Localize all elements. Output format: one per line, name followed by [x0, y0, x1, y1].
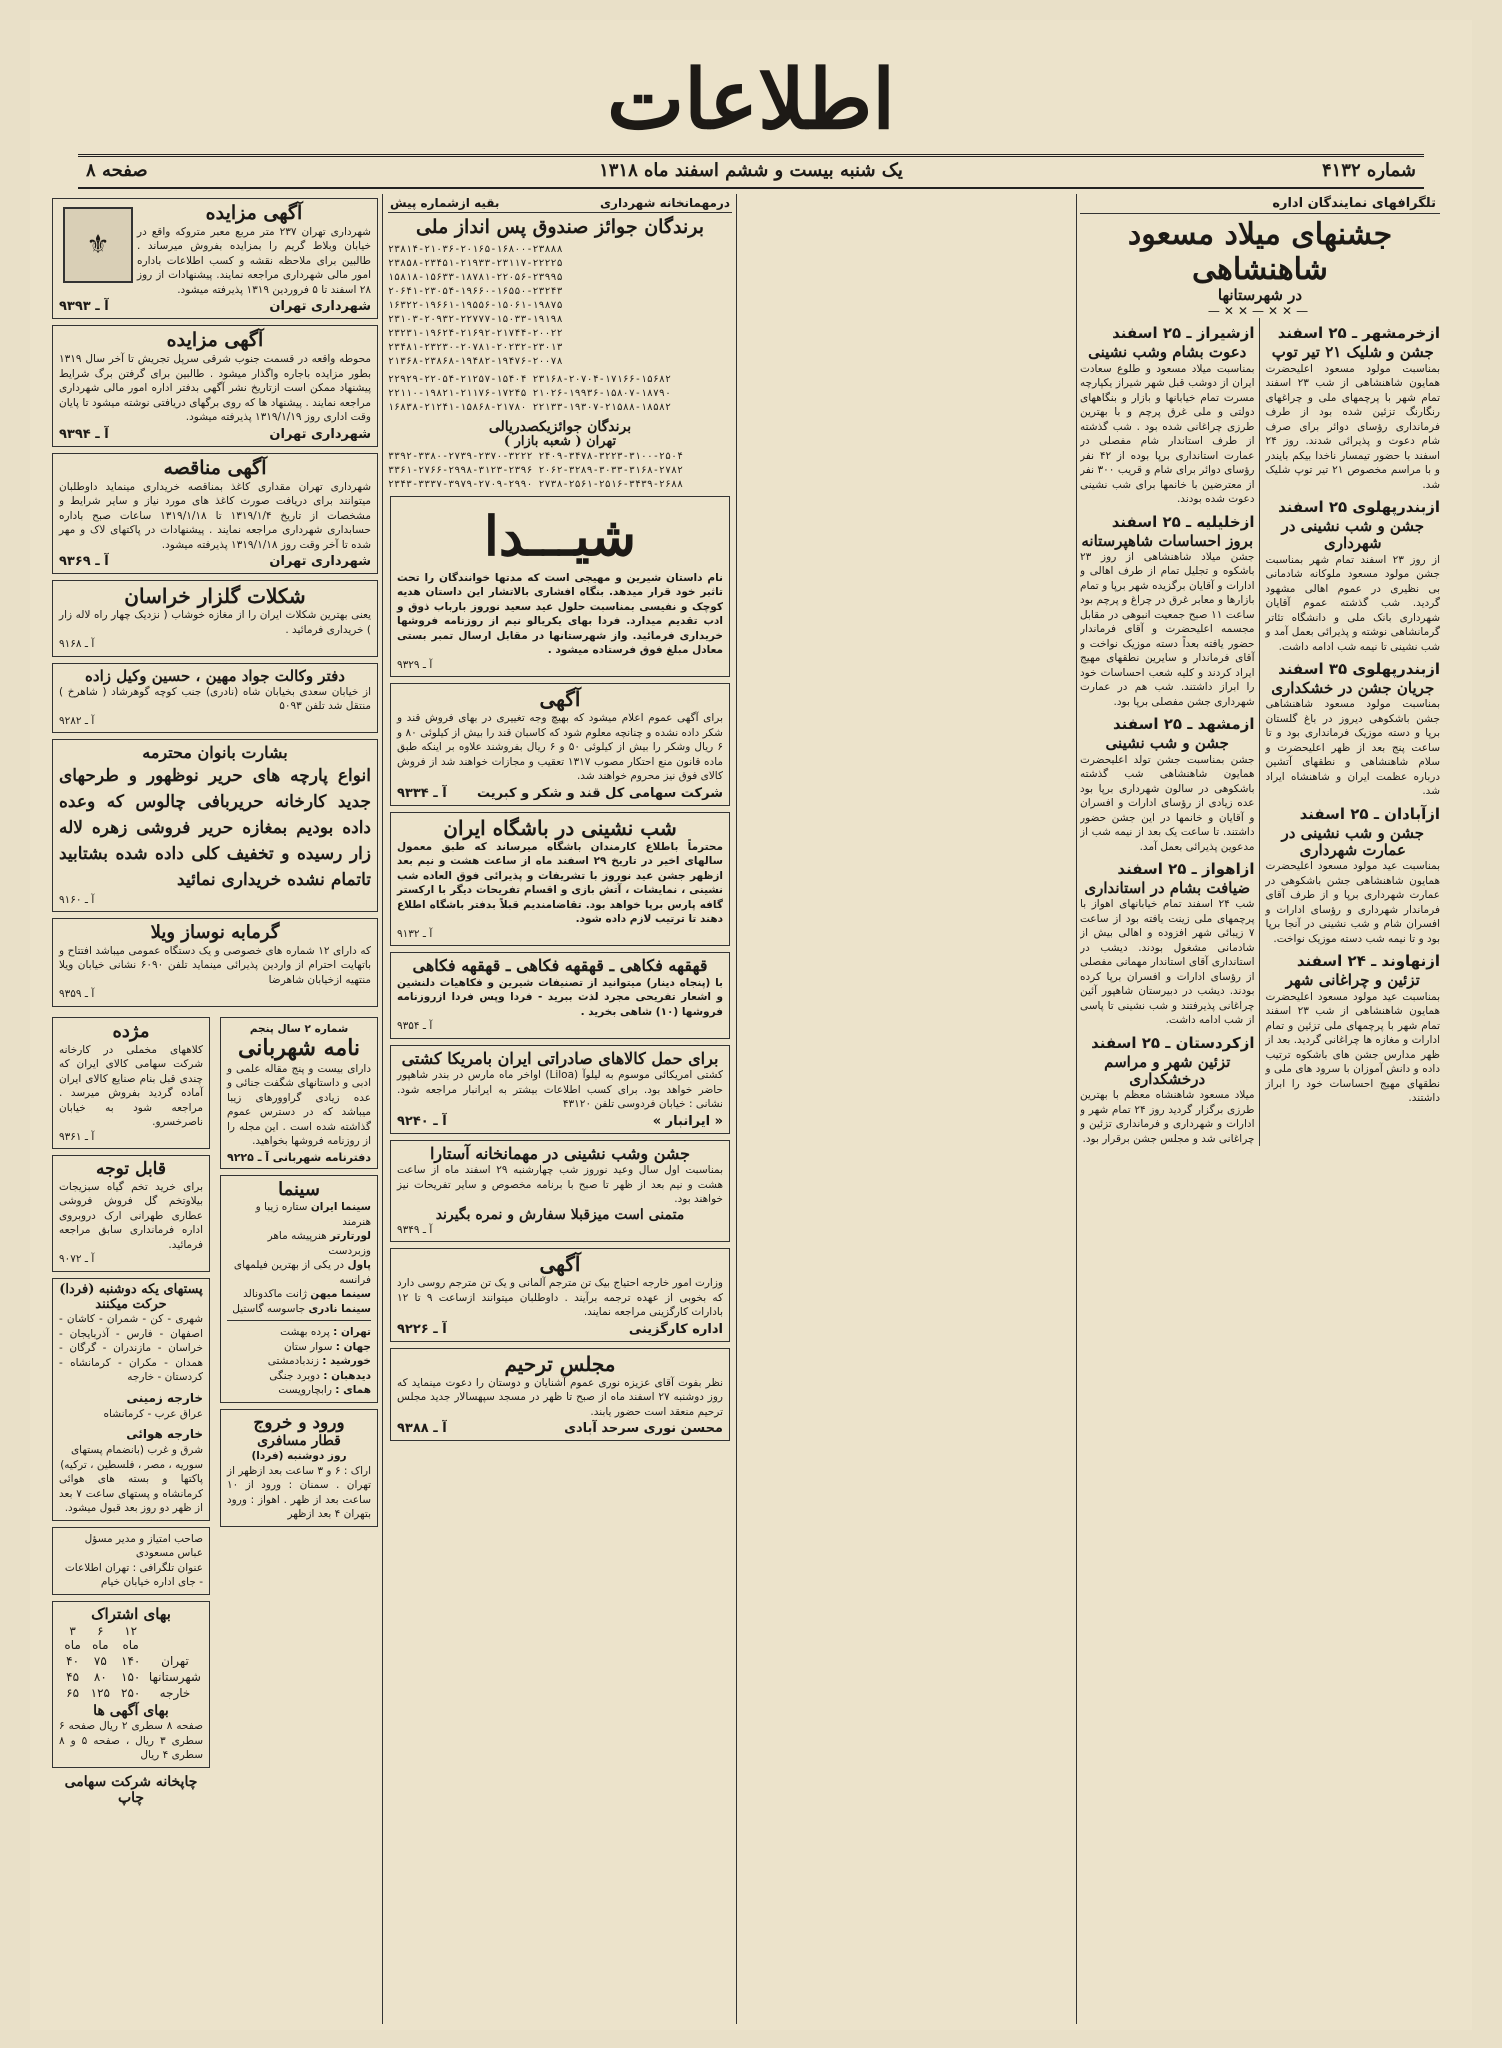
ad-code: آ ـ ۹۳۵۴	[397, 1020, 433, 1033]
dateline: ازبندرپهلوی ۳۵ اسفند	[1278, 660, 1440, 678]
ad-heading: آگهی مزایده	[205, 202, 303, 224]
ad-heading: مجلس ترحیم	[504, 1351, 616, 1376]
cinema-name: خورشید :	[322, 1355, 371, 1368]
post-schedule	[52, 1278, 210, 1521]
ad-code: آ ـ ۹۲۲۵	[227, 1150, 270, 1164]
lottery-left-label: بقیه ازشماره پیش	[390, 196, 500, 210]
printer-credit: چاپخانه شرکت سهامی چاپ	[64, 1773, 198, 1806]
ad-text: بمناسبت اول سال وعید نوروز شب چهارشنبه ۲۹ اسفند ماه از ساعت هشت و نیم بعد از ظهر تا صبح با برنامه مخصوص و سایر تفریحات نیز خواهند بود.	[397, 1164, 723, 1206]
ad-signature: شهرداری تهران	[269, 426, 371, 442]
ad-subheading: شماره ۲ سال پنجم	[249, 1022, 349, 1035]
table-row	[59, 1669, 203, 1685]
cinema-listings	[220, 1175, 378, 1403]
divider	[227, 1320, 371, 1321]
table-cell: ۱۴۰	[121, 1654, 141, 1669]
table-header: ۳ ماه	[64, 1624, 81, 1653]
ad-signature-row	[59, 554, 371, 569]
ad-signature: دفترنامه شهربانی	[272, 1150, 371, 1164]
cinema-program-row	[227, 1325, 371, 1340]
ad-heading: آگهی	[539, 687, 581, 712]
table-cell: ۷۵	[93, 1654, 107, 1669]
ornament-divider: —✕✕—✕✕—	[1207, 304, 1313, 319]
story-body: از روز ۲۳ اسفند تمام شهر بمناسبت جشن مولود مسعود ملوکانه شادمانی بی نظیری در عموم اهالی مشهود گردید. شب گذشته عموم آقایان شهرداری بانک ملی و دانشگاه تئاتر گرمانشاهی نوشته و پذیرائی بعمل آمد و شب نشینی تا نیمه شب ادامه داشت.	[1265, 553, 1440, 653]
ad-heading: شب نشینی در باشگاه ایران	[443, 815, 677, 840]
ad-heading: نامه شهربانی	[237, 1035, 361, 1062]
ad-law-office	[52, 663, 378, 734]
ad-sugar-notice	[390, 683, 730, 806]
column-rule	[382, 194, 383, 2024]
dateline: ازآبادان ـ ۲۵ اسفند	[1299, 804, 1440, 823]
table-cell: خارجه	[159, 1686, 191, 1701]
lottery-numbers-large: ۲۳۸۱۴-۲۱۰۳۶-۲۰۱۶۵-۱۶۸۰۰-۲۳۸۸۸ ۲۳۸۵۸-۲۳۴۵۱-۲۱۹۳۳-۲۳۱۱۷-۲۲۲۲۵ ۱۵۸۱۸-۱۵۶۳۳-۱۸۷۸۱-۲۲۰۵۶-۲۳۹۹۵ ۲۰۶۴۱-۲۳۰۵۴-۱۹۶۶۰-۱۶۵۵۰-۲۳۲۴۳ ۱۶۳۲۲-۱۹۶۶۱-۱۹۵۵۶-۱۵۰۶۱-۱۹۸۷۵ ۲۳۱۰۳-۲۰۹۳۲-۲۲۷۷۷-۱۵۰۳۳-۱۹۱۹۸ ۲۳۲۳۱-۱۹۶۲۴-۲۱۶۹۲-۲۱۷۴۴-۲۰۰۲۲ ۲۳۴۸۱-۲۳۲۳۰-۲۰۷۸۱-۲۰۲۳۲-۲۳۰۱۳ ۲۱۳۶۸-۲۳۸۶۸-۱۹۴۸۲-۱۹۴۷۶-۲۰۰۷۸	[388, 243, 563, 367]
train-day: روز دوشنبه (فردا)	[251, 1450, 347, 1463]
story-body: بمناسبت عید مولود مسعود اعلیحضرت همایون شاهنشاهی از شب ۲۳ اسفند تمام شهر با پرچمهای ملی تزئین و تمام ادارات و مغازه ها چراغانی گردید. بعد از ظهر مدارس جشن های باشکوه ترتیب داده و دانش آموزان با سرود های ملی و نطقهای مهیج احساسات خود را ابراز داشتند.	[1265, 990, 1440, 1104]
ad-shida-title: شیـــدا	[483, 503, 637, 568]
ad-heading: بشارت بانوان محترمه	[142, 743, 288, 763]
story-heading: دعوت بشام وشب نشینی	[1088, 343, 1247, 362]
story-body: شب ۲۴ اسفند تمام خیابانهای اهواز با پرچمهای ملی زینت یافته بود از ساعت ۷ زیبائی شهر افزوده و اهالی بیش از شادمانی مشغول بودند. دیشب در استانداری آقای استاندار مهمانی مفصلی از رؤسای ادارات و افسران برپا کرده بودند. دیشب در دبیرستان شاهپور آئین چراغانی پذیرفتند و شب نشینی تا پاسی از شب ادامه داشت.	[1080, 898, 1255, 1027]
cinema-row	[227, 1302, 371, 1317]
ad-signature: شهرداری تهران	[269, 299, 371, 315]
ad-text: که دارای ۱۲ شماره های خصوصی و یک دستگاه عمومی میباشد افتتاح و باتهایت احترام از واردین پذیرائی مینماید تلفن ۶۰۹۰ نشانی خیابان ویلا منتهیه ازخیابان شاهرضا	[59, 944, 372, 986]
story-heading: تزئین شهر و مراسم درخشکداری	[1104, 1052, 1231, 1088]
newspaper-title: اطلاعات	[606, 52, 896, 148]
ad-code: آ ـ ۹۳۶۹	[59, 554, 109, 570]
train-text: اراک : ۶ و ۳ ساعت بعد ازظهر از تهران . سمنان : ورود از ۱۰ ساعت بعد از ظهر . اهواز : ورود بتهران ۴ بعد ازظهر	[227, 1464, 371, 1521]
ad-code: آ ـ ۹۲۴۰	[397, 1113, 447, 1129]
cinema-name: دیدهبان :	[323, 1369, 371, 1382]
post-note: پاکتها و بسته های هوائی کرمانشاه و پستهای ساعت ۷ بعد از ظهر دو روز بعد قبول میشود.	[59, 1473, 203, 1515]
ad-heading: آگهی مناقصه	[163, 456, 267, 479]
story-body: بمناسبت عید مولود مسعود اعلیحضرت همایون شاهنشاهی جشن باشکوهی در عمارت شهرداری برپا و از طرف آقای فرماندار شهرداری و رؤسای ادارات و افسران شام و شب نشینی در آنجا برپا بود و تا نیمه شب دسته موزیک نواخت.	[1265, 860, 1440, 945]
film-title: پرده بهشت	[280, 1326, 330, 1339]
ad-shida-text: نام داستان شیرین و مهیجی است که مدتها خوانندگان را تحت تاثیر خود قرار میدهد. بنگاه افشاری بالاتشار این داستان هدیه کوچک و نفیسی بمناسبت حلول عید سعید نوروز بارباب ذوق و ادب تقدیم میدارد. فردا بهای یکریالو نیم از روزنامه فروشها خریداری فرمائید. واز شهرستانها در مقابل ارسال تمبر بستی معادل مبلغ فوق فرستاده میشود .	[397, 571, 723, 657]
ad-police-magazine	[220, 1017, 378, 1169]
film-title: سوار ستان	[283, 1340, 333, 1353]
ad-signature: محسن نوری سرحد آبادی	[564, 1421, 723, 1437]
ads-price-heading: بهای آگهی ها	[93, 1703, 169, 1720]
post-sub-text: شرق و غرب (بانضمام پستهای سوریه ، مصر ، فلسطین ، ترکیه)	[60, 1444, 203, 1471]
train-heading: ورود و خروج	[253, 1412, 345, 1433]
ad-code: آ ـ ۹۱۳۲	[397, 927, 433, 940]
ad-heading: آگهی	[539, 1252, 581, 1277]
table-header-row	[59, 1623, 203, 1653]
cinema-program-row	[227, 1354, 371, 1369]
issue-date: یک شنبه بیست و ششم اسفند ماه ۱۳۱۸	[599, 160, 903, 181]
story-heading: جریان جشن در خشکداری	[1271, 679, 1435, 697]
ad-auction-2	[52, 325, 378, 446]
ad-bathhouse	[52, 918, 378, 1007]
ad-text: شهرداری تهران مقداری کاغذ بمناقصه خریداری مینماید داوطلبان میتوانند برای دریافت صورت کاغذ های مورد نیاز و سایر شرایط و مشخصات از تاریخ ۱۳۱۹/۱/۴ تا ۱۳۱۹/۱/۱۸ ساعات صبح باداره حسابداری شهرداری مراجعه نمایند . پیشنهادات در پاکتهای لاک و مهر شده تا آخر وقت روز ۱۳۱۹/۱/۱۸ پذیرفته میشود.	[59, 480, 371, 551]
ad-tender	[52, 453, 378, 574]
table-cell: تهران	[161, 1654, 189, 1669]
subscription-table	[59, 1623, 203, 1701]
cinema-desc: ستاره زیبا و هنرمند	[255, 1201, 371, 1228]
story-heading: جشن و شلیک ۲۱ تیر توپ	[1271, 343, 1434, 362]
emblem-icon: ⚜	[63, 207, 133, 283]
ad-code: آ ـ ۹۲۲۶	[397, 1321, 447, 1337]
cinema-program-row	[227, 1340, 371, 1355]
cinema-name: سینما نادری	[308, 1302, 371, 1315]
newspaper-page	[30, 20, 1472, 2030]
table-cell: شهرستانها	[148, 1670, 201, 1685]
table-cell: ۸۰	[93, 1670, 107, 1685]
subscription-box	[52, 1601, 210, 1768]
ad-code: آ ـ ۹۳۶۱	[59, 1130, 95, 1143]
table-header: ۶ ماه	[92, 1624, 109, 1653]
ad-signature-row	[397, 1421, 723, 1436]
ad-heading: مژده	[112, 1020, 150, 1042]
subcolumn-a	[1266, 318, 1441, 1146]
table-cell: ۲۵۰	[121, 1686, 141, 1701]
ad-heading: آگهی مزایده	[166, 329, 264, 352]
ad-signature: شرکت سهامی کل قند و شکر و کبریت	[476, 785, 723, 801]
story-heading: تزئین و چراغانی شهر	[1285, 971, 1420, 990]
ad-text: برای خرید تخم گیاه سبزیجات بیلاوتخم گل فروش فروشی عطاری طهرانی ارک دروبروی اداره فرمانداری سابق مراجعه فرمائید.	[59, 1180, 203, 1251]
ad-code: آ ـ ۹۳۴۹	[397, 1223, 433, 1236]
ad-text: محترماً باطلاع کارمندان باشگاه میرساند که طبق معمول سالهای اخیر در تاریخ ۲۹ اسفند ماه از ساعت هشت و نیم بعد ازظهر جشن عید نوروز با تشریفات و پذیرائی فوق العاده شب نشینی ، نمایشات ، آتش بازی و اقسام تفریحات دیگر با ارکستر گافه پارس برپا خواهد بود. تقاضامندیم قبلاً بدفتر باشگاه اطلاع دهند تا ترتیب لازم داده شود.	[397, 840, 723, 926]
ad-text: برای آگهی عموم اعلام میشود که بهیچ وجه تغییری در بهای فروش قند و شکر داده نشده و چنانچه معلوم شود که کاسبان قند را بیش از کیلوئی ۸۰ و ۶ ریال وشکر را بیش از کیلوئی ۵۰ و ۶ ریال بفروشند علاوه بر اینکه طبق ماده قانون منع احتکار مصوب ۱۳۱۷ تعقیب و مجازات خواهند شد از فروش کالای فوق نیز محروم خواهند شد.	[397, 712, 724, 783]
ads-column-left	[50, 194, 380, 2024]
dateline: ازمشهد ـ ۲۵ اسفند	[1113, 715, 1255, 734]
ad-signature: اداره کارگزینی	[628, 1321, 723, 1337]
ad-heading: شکلات گلزار خراسان	[124, 584, 306, 609]
ad-text: نظر بفوت آقای عزیزه نوری عموم آشنایان و دوستان را دعوت مینماید که روز دوشنبه ۲۷ اسفند ماه از صبح تا ظهر در مسجد سپهسالار جدید مجلس ترحیم منعقد است حضور یابند.	[397, 1376, 723, 1418]
film-title: زندبادمشتی	[267, 1355, 319, 1368]
cinema-name: پاول	[347, 1259, 371, 1272]
ad-code: آ ـ ۹۲۸۲	[59, 714, 95, 727]
cinema-desc: هنرپیشه ماهر وزبردست	[267, 1230, 371, 1257]
lottery-numbers-small: ۳۳۹۲-۳۳۸۰-۲۷۳۹-۲۳۷۰-۳۲۲۲ ۲۴۰۹-۳۴۷۸-۳۲۲۳-۳۱۰۰-۲۵۰۴ ۳۳۶۱-۲۷۶۶-۲۹۹۸-۳۱۲۳-۲۳۹۶ ۲۰۶۲-۳۲۸۹-۳۰۳۳-۳۱۶۸-۲۷۸۲ ۲۳۴۳-۳۳۳۷-۳۹۷۹-۲۷۰۹-۲۹۹۰ ۲۷۳۸-۲۵۶۱-۲۵۱۶-۳۴۳۹-۲۶۸۸	[388, 450, 684, 490]
ad-signature-row	[59, 299, 371, 314]
ad-translator	[390, 1248, 730, 1342]
cinema-desc: ژانت ماکدونالد	[243, 1288, 307, 1301]
dateline: ازکردستان ـ ۲۵ اسفند	[1091, 1033, 1255, 1052]
lottery-headline: برندگان جوائز صندوق پس انداز ملی	[415, 216, 705, 238]
issue-number: شماره ۴۱۳۲	[1321, 160, 1416, 181]
cinema-desc: در یکی از بهترین فیلمهای فرانسه	[233, 1259, 371, 1286]
ad-signature: شهرداری تهران	[269, 554, 371, 570]
cinema-program-row	[227, 1383, 371, 1398]
ad-heading: گرمابه نوساز ویلا	[150, 922, 280, 944]
ad-comedy	[390, 952, 730, 1038]
story-heading: بروز احساسات شاهپرستانه	[1081, 531, 1254, 550]
ad-text: کلاههای مخملی در کارخانه شرکت سهامی کالای ایران که چندی قبل بنام صنایع کالای ایران آماده گردید بفروش میرسد . مراجعه شود به خیابان ناصرخسرو.	[59, 1043, 203, 1129]
story-heading: جشن و شب نشینی	[1105, 734, 1229, 753]
ad-notice	[52, 1155, 210, 1272]
center-column	[388, 194, 732, 2024]
ad-heading: قهقهه فکاهی ـ قهقهه فکاهی ـ قهقهه فکاهی	[412, 956, 708, 976]
cinema-name: تهران :	[333, 1326, 371, 1339]
ad-text: انواع پارچه های حریر نوظهور و طرحهای جدید کارخانه حریربافی چالوس که وعده داده بودیم بمغازه حریر فروشی زهره لاله زار رسیده و تخفیف کلی داده شده بشتابید تاتمام نشده خریداری نمائید	[59, 765, 371, 890]
story-body: میلاد مسعود شاهنشاه معظم با بهترین طرزی برگزار گردید روز ۲۴ تمام شهر و ادارات و شهرداری و فرمانداری تزئین و چراغانی شد و مجلس جشن برقرار بود.	[1080, 1089, 1255, 1145]
main-headline: جشنهای میلاد مسعود شاهنشاهی	[1127, 217, 1393, 287]
subscription-heading: بهای اشتراک	[91, 1604, 171, 1623]
ad-club-party	[390, 812, 730, 947]
ad-text: محوطه واقعه در قسمت جنوب شرقی سرپل تجریش تا آخر سال ۱۳۱۹ بطور مزایده باجاره واگذار میشود . طالبین برای گرفتن برگ شرایط پیشنهاد ممکن است ازتاریخ نشر آگهی بدفتر اداره امور مالی شهرداری مراجعه نمایند . پیشنهاد ها که روی برگهای دریافتی نوشته میشود تا پایان وقت اداری روز ۱۳۱۹/۱/۱۹ پذیرفته میشود.	[59, 353, 371, 424]
ad-emphasis: متمنی است میزقبلا سفارش و نمره بگیرند	[435, 1206, 685, 1223]
page-number: صفحه ۸	[86, 160, 148, 181]
film-title: رابچارویست	[278, 1384, 332, 1397]
lower-ads-right	[218, 1013, 380, 1806]
film-title: دوبرد جنگی	[269, 1369, 320, 1382]
ad-code: آ ـ ۹۳۸۸	[397, 1421, 447, 1437]
story-heading: جشن و شب نشینی در شهرداری	[1281, 517, 1425, 553]
ad-code: آ ـ ۹۳۵۹	[59, 988, 95, 1001]
ad-heading: برای حمل کالاهای صادراتی ایران بامریکا کشتی	[401, 1048, 719, 1068]
ad-heading: جشن وشب نشینی در مهمانخانه آستارا	[429, 1143, 691, 1163]
story-body: جشن بمناسبت جشن تولد اعلیحضرت همایون شاهنشاهی شب گذشته باشکوهی در سالون شهرداری برپا بود عده زیادی از رؤسای ادارات و افسران و آقایان و خانمها در این جشن حضور داشتند. تا ساعت یک بعد از نیمه شب از مدعوین پذیرائی بعمل آمد.	[1080, 753, 1255, 853]
post-sub-heading: خارجه هوائی	[126, 1427, 203, 1442]
main-headline-sub: در شهرستانها	[1217, 286, 1303, 304]
ad-good-news	[52, 1017, 210, 1149]
post-sub-text: عراق عرب - کرمانشاه	[103, 1407, 203, 1420]
lottery-subheading: برندگان جوائزیکصدریالی	[488, 418, 632, 435]
news-column-right	[1080, 194, 1440, 2024]
ads-price-text: صفحه ۸ سطری ۲ ریال صفحه ۶ سطری ۳ ریال ، صفحه ۵ و ۸ سطری ۴ ریال	[59, 1720, 203, 1762]
story-heading: ضیافت بشام در استانداری	[1084, 879, 1251, 897]
kicker: تلگرافهای نمایندگان اداره	[1080, 194, 1440, 214]
cinema-name: سینما ایران	[310, 1201, 371, 1214]
ad-text: وزارت امور خارجه احتیاج بیک تن مترجم آلمانی و یک تن مترجم روسی دارد که بخوبی از عهده ترجمه برآیند . داوطلبان میتوانند ازساعت ۹ تا ۱۲ بادارات کارگزینی مراجعه نمایند.	[397, 1277, 723, 1319]
ad-shipping	[390, 1045, 730, 1134]
ad-text: با (پنجاه دینار) میتوانید از تصنیفات شیرین و فکاهیات دلنشین و اشعار تفریحی مجرد لذت ببرید - فردا وپس فردا ازروزنامه فروشها (۱۰) شاهی بخرید .	[397, 976, 723, 1018]
story-body: بمناسبت مولود مسعود شاهنشاهی جشن باشکوهی دیروز در باغ گلستان برپا و دسته موزیک فرمانداری بود و تا ساعت پنج بعد از ظهر اعلیحضرت و سلام شاهنشاهی و نطقهای آتشین درباره عظمت ایران و شاهنشاه ایراد شد.	[1265, 698, 1440, 798]
ad-text: کشتی امریکائی موسوم به لیلوآ (Liloa) اواخر ماه مارس در بندر شاهپور حاضر خواهد بود. برای کسب اطلاعات بیشتر به ایرانبار مراجعه شود. نشانی : خیابان فردوسی تلفن ۴۳۱۲۰	[397, 1069, 723, 1111]
ad-signature-row	[397, 786, 723, 801]
publisher-info	[52, 1527, 210, 1595]
ad-heading: قابل توجه	[96, 1159, 166, 1180]
ad-text: شهرداری تهران ۲۳۷ متر مربع معبر متروکه واقع در خیابان وبلاط گریم را بمزایده بفروش میرساند . طالبین برای ملاحظه نقشه و کسب اطلاعات باداره امور مالی شهرداری مراجعه نمایند. پیشنهادات از روز ۲۸ اسفند تا ۵ فروردین ۱۳۱۹ پذیرفته میشود.	[137, 225, 371, 296]
table-cell: ۱۵۰	[121, 1670, 141, 1685]
cinema-row	[227, 1229, 371, 1258]
train-subheading: قطار مسافری	[257, 1433, 341, 1450]
masthead	[30, 50, 1472, 150]
ad-signature-row	[397, 1114, 723, 1129]
headline-split	[1080, 318, 1440, 1146]
story-body: بمناسبت مولود مسعود اعلیحضرت همایون شاهنشاهی از شب ۲۳ اسفند تمام شهر با پرچمهای ملی و چراغهای رنگارنگ تزئین شده بود از طرف فرمانداری رؤسای دوائر برای صرف شام دعوت و پذیرائی شدند. روز ۲۴ اسفند با حضور تیمسار ناخدا بیکم بایندر و با مراسم مخصوص ۲۱ تیر توپ شلیک شد.	[1265, 362, 1440, 491]
lottery-right-label: درمهمانخانه شهرداری	[600, 196, 730, 210]
ad-code: آ ـ ۹۳۲۹	[397, 658, 433, 671]
cinema-name: لورتارتر	[330, 1230, 371, 1243]
address: عنوان تلگرافی : تهران اطلاعات - جای اداره خیابان خیام	[64, 1561, 203, 1589]
ad-memorial	[390, 1348, 730, 1442]
ad-code: آ ـ ۹۱۶۸	[59, 638, 95, 651]
lottery-topline	[388, 194, 732, 213]
publisher: صاحب امتیاز و مدیر مسؤل عباس مسعودی	[84, 1532, 203, 1560]
ad-signature: « ایرانبار »	[652, 1113, 723, 1129]
ad-text: از خیابان سعدی بخیابان شاه (نادری) جنب کوچه گوهرشاد ( شاهرخ ) منتقل شد تلفن ۵۰۹۳	[59, 685, 371, 713]
cinema-name: جهان :	[335, 1340, 371, 1353]
ad-code: آ ـ ۹۳۹۳	[59, 299, 109, 315]
post-sub-heading: خارجه زمینی	[126, 1390, 203, 1405]
ad-astara-party	[390, 1140, 730, 1242]
ad-text: یعنی بهترین شکلات ایران را از مغازه خوشاب ( نزدیک چهار راه لاله زار ) خریداری فرمائید .	[59, 609, 371, 636]
subcolumn-b	[1080, 318, 1260, 1146]
dateline-bar	[78, 154, 1424, 189]
ad-heading: دفتر وکالت جواد مهین ، حسین وکیل زاده	[85, 666, 345, 685]
table-row	[59, 1653, 203, 1669]
table-cell: ۴۵	[66, 1670, 80, 1685]
dateline: ازنهاوند ـ ۲۴ اسفند	[1296, 952, 1440, 971]
lottery-numbers-medium: ۲۲۹۲۹-۲۲۰۵۴-۲۱۲۵۷-۱۵۴۰۴ ۲۳۱۶۸-۲۰۷۰۴-۱۷۱۶۶-۱۵۶۸۲ ۲۲۱۱۰-۱۹۸۲۱-۲۱۱۷۶-۱۷۲۴۵ ۲۱۰۲۶-۱۹۹۳۶-۱۵۸۰۷-۱۸۷۹۰ ۱۶۸۳۸-۲۱۲۴۱-۱۵۸۶۸-۲۱۷۸۰ ۲۲۱۳۳-۱۹۳۰۷-۲۱۵۸۸-۱۸۵۸۲	[388, 373, 671, 413]
cinema-name: همای :	[335, 1384, 371, 1397]
ad-chocolate	[52, 580, 378, 657]
ad-silk	[52, 739, 378, 912]
lower-ads-split	[50, 1013, 380, 1806]
dateline: ازخلیلیه ـ ۲۵ اسفند	[1111, 512, 1255, 531]
ad-auction-1	[52, 198, 378, 319]
table-cell: ۶۵	[66, 1686, 80, 1701]
lottery-branch: تهران ( شعبه بازار )	[503, 433, 617, 449]
ad-code: آ ـ ۹۳۳۴	[397, 785, 447, 801]
dateline: ازشیراز ـ ۲۵ اسفند	[1112, 324, 1255, 343]
dateline: ازبندرپهلوی ۲۵ اسفند	[1278, 498, 1440, 516]
ad-shida	[390, 496, 730, 678]
ad-code: آ ـ ۹۰۷۲	[59, 1253, 95, 1266]
cinema-heading: سینما	[278, 1178, 320, 1200]
cinema-row	[227, 1287, 371, 1302]
post-text: شهری - کن - شمران - کاشان - اصفهان - فارس - آذربایجان - خراسان - مازندران - گرگان - همدان - مکران - کرمانشاه - کردستان - خارجه	[59, 1313, 203, 1384]
table-cell-empty	[147, 1623, 203, 1653]
story-heading: جشن و شب نشینی در عمارت شهرداری	[1281, 823, 1425, 859]
cinema-program-row	[227, 1369, 371, 1384]
column-rule	[736, 194, 737, 2024]
table-header: ۱۲ ماه	[122, 1624, 139, 1653]
ad-signature-row	[227, 1151, 371, 1164]
ad-code: آ ـ ۹۱۶۰	[59, 893, 95, 906]
train-schedule	[220, 1409, 378, 1527]
post-heading: پستهای یکه دوشنبه (فردا) حرکت میکنند	[59, 1281, 203, 1312]
lower-ads-left	[50, 1013, 212, 1806]
dateline: ازاهواز ـ ۲۵ اسفند	[1117, 860, 1255, 878]
ad-signature-row	[397, 1322, 723, 1337]
dateline: ازخرمشهر ـ ۲۵ اسفند	[1277, 324, 1440, 343]
story-body: جشن میلاد شاهنشاهی از روز ۲۳ باشکوه و تجلیل تمام از طرف اهالی و ادارات و آقایان برگزیده شهر برپا و تمام بازارها و معابر غرق در چراغ و پرچم بود ساعت ۱۱ صبح جمعیت انبوهی در مقابل مجسمه اعلیحضرت و آقای فرماندار حضور یافته بعداً دسته موزیک نواخت و آقای فرماندار و سایرین نطقهای مهیج ایراد کردند و کلیه شعب احساسات خود را ابراز داشتند. شب هم در عمارت شهرداری جشن مفصلی برپا بود.	[1080, 550, 1255, 708]
cinema-row	[227, 1200, 371, 1229]
story-body: بمناسبت میلاد مسعود و طلوع سعادت ایران از دوشب قبل شهر شیراز یکپارچه مسرت تمام خیابانها و بازار و بنگاههای دولتی و ملی غرق پرچم و با بهترین طرزی چراغانی شده بود . شب گذشته از طرف استاندار شام مفصلی در عمارت استانداری برپا بوده از ۴۲ نفر رؤسای دوائر برای شام و قریب ۳۰۰ نفر از معترضین با خانمها برای شب نشینی دعوت شده بودند.	[1080, 362, 1255, 505]
cinema-name: سینما میهن	[310, 1288, 371, 1301]
table-cell: ۱۲۵	[90, 1686, 110, 1701]
column-rule	[1076, 194, 1077, 2024]
ad-signature-row	[59, 427, 371, 442]
cinema-row	[227, 1258, 371, 1287]
cinema-desc: جاسوسه گاستیل	[232, 1302, 306, 1315]
table-cell: ۴۰	[66, 1654, 80, 1669]
table-row	[59, 1685, 203, 1701]
ad-text: دارای بیست و پنج مقاله علمی و ادبی و داستانهای شگفت جنائی و عده زیادی گراوورهای زیبا میباشد که در دسترس عموم گذاشته شده است . این مجله را از روزنامه فروشها بخواهید.	[227, 1062, 371, 1148]
ad-code: آ ـ ۹۳۹۴	[59, 426, 109, 442]
